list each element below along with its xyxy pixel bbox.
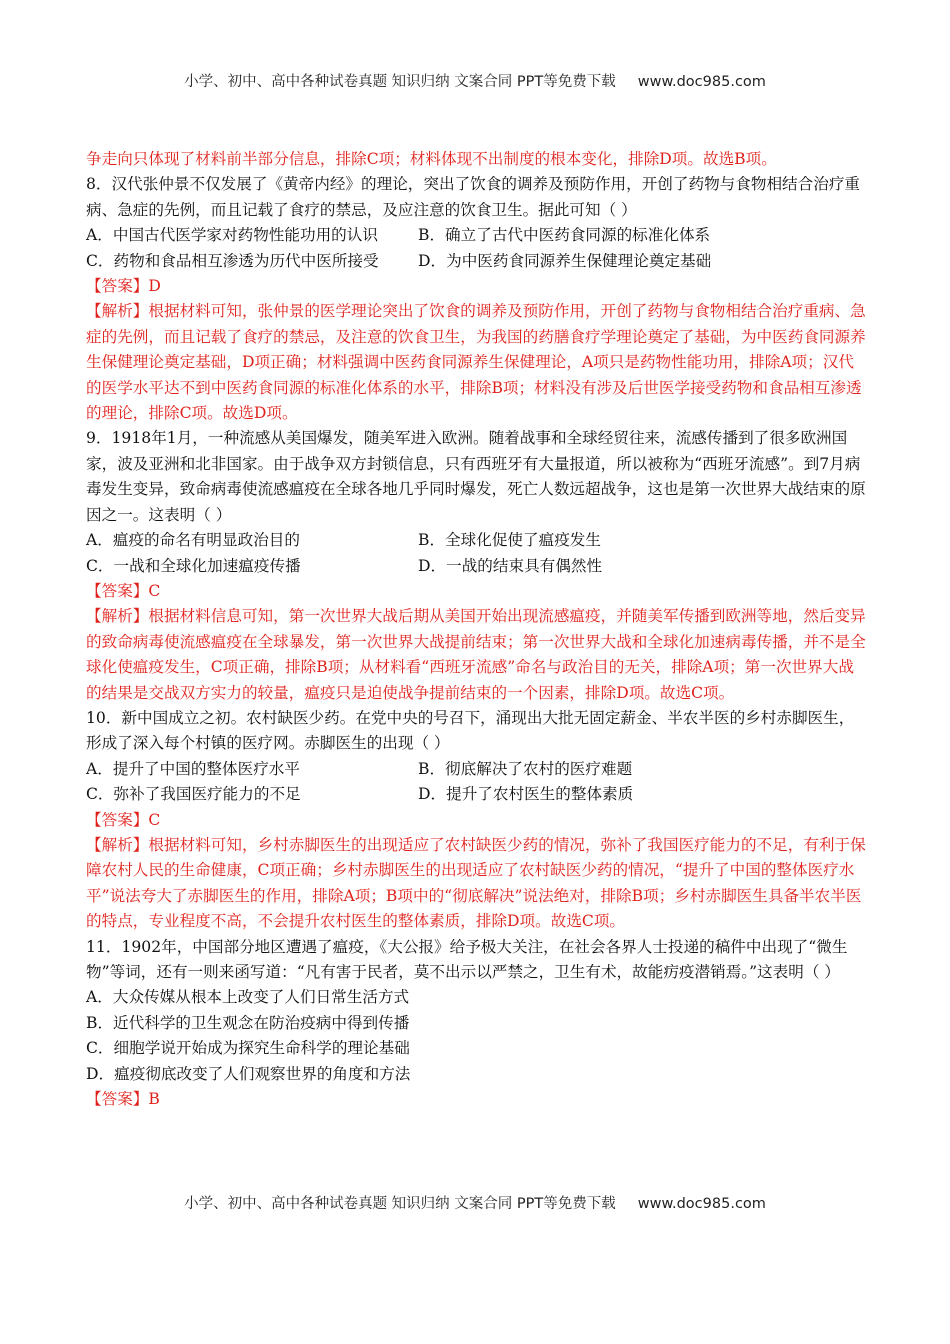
footer-site: www.doc985.com (637, 1196, 766, 1212)
document-body (86, 147, 866, 1112)
question-9-option-c: C．一战和全球化加速瘟疫传播 (86, 556, 301, 575)
question-10-analysis: 【解析】根据材料可知，乡村赤脚医生的出现适应了农村缺医少药的情况，弥补了我国医疗能力的不足，有利于保障农村人民的生命健康，C项正确；乡村赤脚医生的出现适应了农村缺医少药的情况，“提升了中国的整体医疗水平”说法夸大了赤脚医生的作用，排除A项；B项中的“彻底解决”说法绝对，排除B项；乡村赤脚医生具备半农半医的特点，专业程度不高，不会提升农村医生的整体素质，排除D项。故选C项。 (86, 835, 866, 931)
question-10-options-row-1 (86, 757, 866, 782)
question-10-option-d: D．提升了农村医生的整体素质 (418, 785, 634, 804)
question-9-analysis: 【解析】根据材料信息可知，第一次世界大战后期从美国开始出现流感瘟疫，并随美军传播到欧洲等地，然后变异的致命病毒使流感瘟疫在全球暴发，第一次世界大战提前结束；第一次世界大战和全球化加速病毒传播，并不是全球化使瘟疫发生，C项正确，排除B项；从材料看“西班牙流感”命名与政治目的无关，排除A项；第一次世界大战的结果是交战双方实力的较量，瘟疫只是迫使战争提前结束的一个因素，排除D项。故选C项。 (86, 607, 866, 702)
question-11-option-b: B．近代科学的卫生观念在防治疫病中得到传播 (86, 1013, 410, 1032)
question-8-option-b: B．确立了古代中医药食同源的标准化体系 (418, 226, 711, 245)
previous-analysis-tail: 争走向只体现了材料前半部分信息，排除C项；材料体现不出制度的根本变化，排除D项。故选B项。 (86, 150, 777, 168)
question-9-options-row-1 (86, 528, 866, 553)
question-9-option-d: D．一战的结束具有偶然性 (418, 556, 603, 575)
question-10-options-row-2 (86, 782, 866, 807)
question-8-option-c: C．药物和食品相互渗透为历代中医所接受 (86, 251, 379, 270)
question-9-options-row-2 (86, 554, 866, 579)
question-8-options-row-2 (86, 249, 866, 274)
question-9-stem: 9．1918年1月，一种流感从美国爆发，随美军进入欧洲。随着战事和全球经贸往来，流感传播到了很多欧洲国家，波及亚洲和北非国家。由于战争双方封锁信息，只有西班牙有大量报道，所以被称为“西班牙流感”。到7月病毒发生变异，致命病毒使流感瘟疫在全球各地几乎同时爆发，死亡人数远超战争，这也是第一次世界大战结束的原因之一。这表明（ ） (86, 429, 866, 524)
footer-text: 小学、初中、高中各种试卷真题 知识归纳 文案合同 PPT等免费下载 (184, 1196, 616, 1212)
question-9-option-b: B．全球化促使了瘟疫发生 (418, 531, 601, 550)
question-8-options-row-1 (86, 223, 866, 248)
question-10-stem: 10．新中国成立之初。农村缺医少药。在党中央的号召下，涌现出大批无固定薪金、半农半医的乡村赤脚医生，形成了深入每个村镇的医疗网。赤脚医生的出现（ ） (86, 708, 855, 753)
question-8-option-d: D．为中医药食同源养生保健理论奠定基础 (418, 251, 712, 270)
question-11-answer: 【答案】B (86, 1090, 160, 1109)
question-8-option-a: A．中国古代医学家对药物性能功用的认识 (86, 226, 378, 245)
page-header (0, 70, 950, 91)
question-10-option-a: A．提升了中国的整体医疗水平 (86, 759, 300, 778)
question-11-option-c: C．细胞学说开始成为探究生命科学的理论基础 (86, 1039, 410, 1058)
question-11-option-d: D．瘟疫彻底改变了人们观察世界的角度和方法 (86, 1064, 411, 1083)
question-9-answer: 【答案】C (86, 581, 161, 600)
question-8-analysis: 【解析】根据材料可知，张仲景的医学理论突出了饮食的调养及预防作用，开创了药物与食物相结合治疗重病、急症的先例，而且记载了食疗的禁忌，及注意的饮食卫生，为我国的药膳食疗学理论奠定了基础，为中医药食同源养生保健理论奠定基础，D项正确；材料强调中医药食同源养生保健理论，A项只是药物性能功用，排除A项；汉代的医学水平达不到中医药食同源的标准化体系的水平，排除B项；材料没有涉及后世医学接受药物和食品相互渗透的理论，排除C项。故选D项。 (86, 302, 866, 423)
question-8-answer: 【答案】D (86, 277, 161, 296)
page-footer (0, 1192, 950, 1213)
question-9-option-a: A．瘟疫的命名有明显政治目的 (86, 531, 300, 550)
header-text: 小学、初中、高中各种试卷真题 知识归纳 文案合同 PPT等免费下载 (184, 74, 616, 90)
question-10-option-c: C．弥补了我国医疗能力的不足 (86, 785, 301, 804)
header-site: www.doc985.com (637, 74, 766, 90)
question-11-option-a: A．大众传媒从根本上改变了人们日常生活方式 (86, 988, 410, 1007)
question-10-answer: 【答案】C (86, 810, 161, 829)
question-11-stem: 11．1902年，中国部分地区遭遇了瘟疫，《大公报》给予极大关注，在社会各界人士投递的稿件中出现了“微生物”等词，还有一则来函写道：“凡有害于民者，莫不出示以严禁之，卫生有术，故能疠疫潜销焉。”这表明（ ） (86, 937, 848, 981)
question-10-option-b: B．彻底解决了农村的医疗难题 (418, 759, 633, 778)
question-8-stem: 8．汉代张仲景不仅发展了《黄帝内经》的理论，突出了饮食的调养及预防作用，开创了药物与食物相结合治疗重病、急症的先例，而且记载了食疗的禁忌，及应注意的饮食卫生。据此可知（ ） (86, 175, 861, 219)
